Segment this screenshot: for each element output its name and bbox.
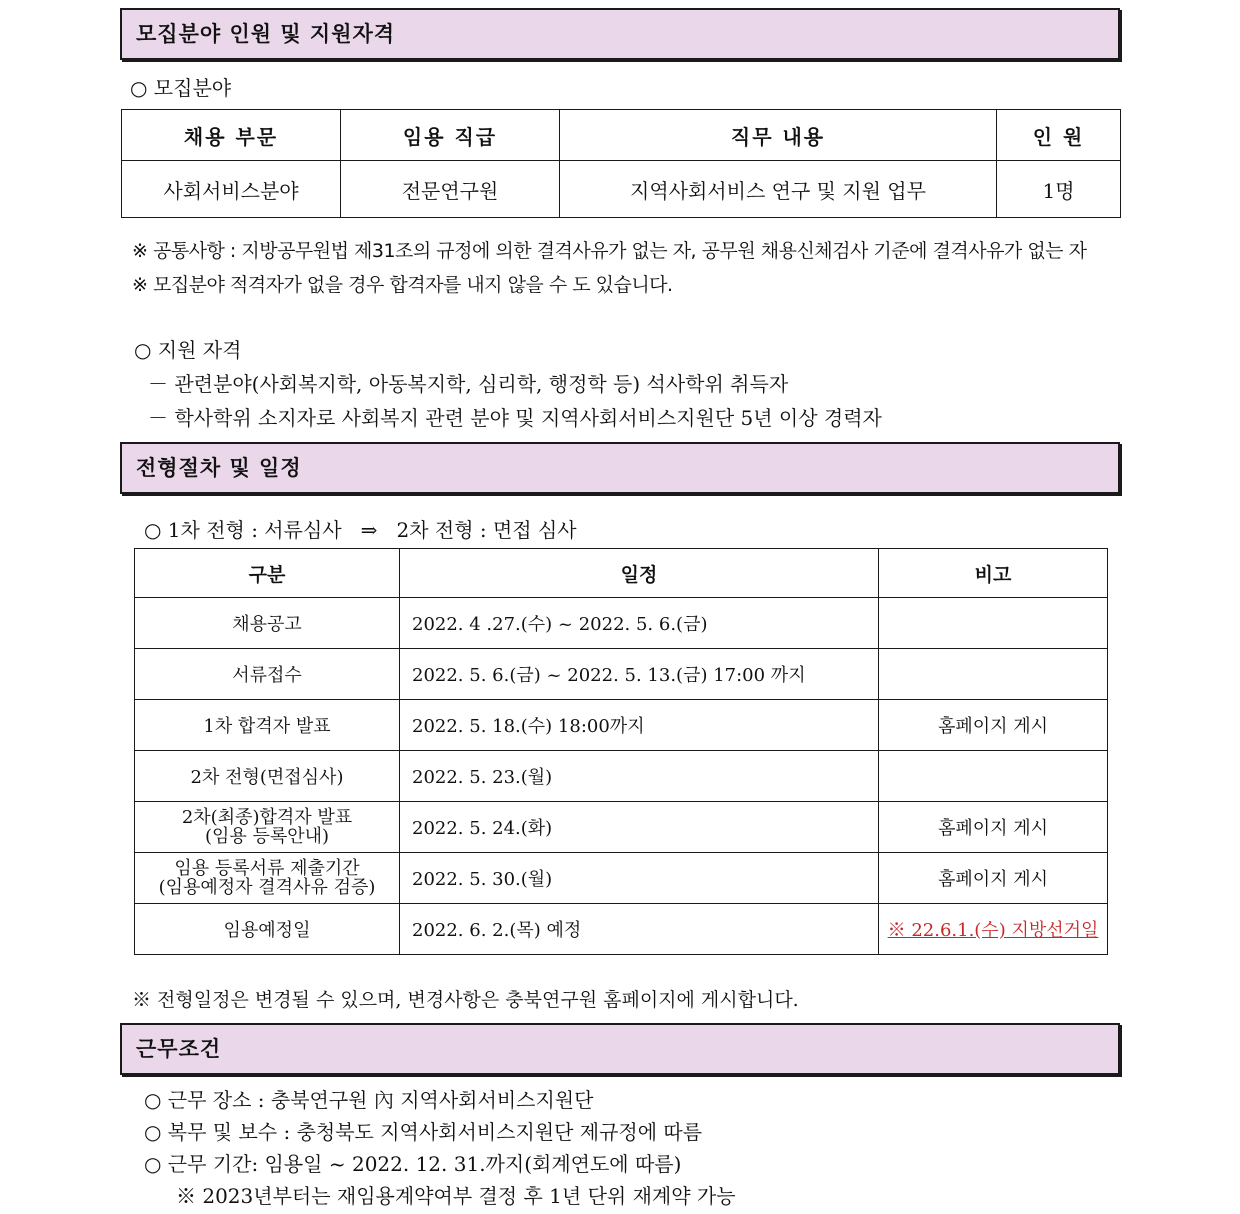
schedule-cell: 2022. 5. 24.(화) [400,802,879,853]
common-requirement-note: ※ 공통사항 : 지방공무원법 제31조의 규정에 의한 결격사유가 없는 자, 공무원 채용신체검사 기준에 결격사유가 없는 자 [132,240,1087,262]
section-title-recruitment: 모집분야 인원 및 지원자격 [120,8,1120,60]
table-row [135,802,1108,853]
stage-line: 임용 등록서류 제출기간 [174,858,360,879]
table-header-row [122,110,1121,161]
note-cell: 홈페이지 게시 [879,700,1108,751]
table-row [135,853,1108,904]
qualification-item: － 관련분야(사회복지학, 아동복지학, 심리학, 행정학 등) 석사학위 취득자 [148,372,789,396]
condition-item: ○ 근무 장소 : 충북연구원 內 지역사회서비스지원단 [144,1088,594,1112]
table-cell: 사회서비스분야 [122,161,341,218]
election-day-note: ※ 22.6.1.(수) 지방선거일 [887,920,1099,941]
table-row [135,700,1108,751]
stage-subline: (임용예정자 결격사유 검증) [158,877,376,898]
table-row [122,161,1121,218]
table-header-row [135,549,1108,598]
stage-cell: 임용예정일 [135,904,400,955]
qualification-heading: ○ 지원 자격 [134,338,242,362]
table-row [135,598,1108,649]
schedule-cell: 2022. 5. 6.(금) ~ 2022. 5. 13.(금) 17:00 까지 [400,649,879,700]
stage-line: 2차(최종)합격자 발표 [181,807,353,828]
stage-cell [135,802,400,853]
table-row [135,649,1108,700]
stage-cell: 채용공고 [135,598,400,649]
note-cell [879,649,1108,700]
table-row [135,904,1108,955]
table-cell: 지역사회서비스 연구 및 지원 업무 [560,161,997,218]
note-cell [879,904,1108,955]
condition-item: ○ 복무 및 보수 : 충청북도 지역사회서비스지원단 제규정에 따름 [144,1120,703,1144]
stage-cell: 서류접수 [135,649,400,700]
qualification-item: － 학사학위 소지자로 사회복지 관련 분야 및 지역사회서비스지원단 5년 이상 경력자 [148,406,882,430]
stage-cell: 1차 합격자 발표 [135,700,400,751]
stage-cell: 2차 전형(면접심사) [135,751,400,802]
schedule-cell: 2022. 5. 23.(월) [400,751,879,802]
field-heading: ○ 모집분야 [130,76,232,100]
schedule-cell: 2022. 5. 30.(월) [400,853,879,904]
renewal-note: ※ 2023년부터는 재임용계약여부 결정 후 1년 단위 재계약 가능 [176,1184,736,1208]
schedule-footnote: ※ 전형일정은 변경될 수 있으며, 변경사항은 충북연구원 홈페이지에 게시합니다. [132,989,799,1011]
condition-item: ○ 근무 기간: 임용일 ~ 2022. 12. 31.까지(회계연도에 따름) [144,1152,682,1176]
process-summary: ○ 1차 전형 : 서류심사 ⇒ 2차 전형 : 면접 심사 [144,518,577,542]
section-title-process: 전형절차 및 일정 [120,442,1120,494]
note-cell [879,751,1108,802]
table-header: 구분 [135,549,400,598]
table-header: 일정 [400,549,879,598]
table-header: 임용 직급 [341,110,560,161]
schedule-table [134,548,1108,955]
stage-subline: (임용 등록안내) [204,826,330,847]
table-header: 직무 내용 [560,110,997,161]
table-cell: 1명 [997,161,1121,218]
table-row [135,751,1108,802]
note-cell: 홈페이지 게시 [879,802,1108,853]
no-qualified-note: ※ 모집분야 적격자가 없을 경우 합격자를 내지 않을 수 도 있습니다. [132,274,673,296]
section-title-conditions: 근무조건 [120,1023,1120,1075]
recruitment-table [121,109,1121,218]
schedule-cell: 2022. 6. 2.(목) 예정 [400,904,879,955]
table-cell: 전문연구원 [341,161,560,218]
table-header: 인 원 [997,110,1121,161]
note-cell [879,598,1108,649]
note-cell: 홈페이지 게시 [879,853,1108,904]
table-header: 비고 [879,549,1108,598]
stage-cell [135,853,400,904]
table-header: 채용 부문 [122,110,341,161]
schedule-cell: 2022. 4 .27.(수) ~ 2022. 5. 6.(금) [400,598,879,649]
schedule-cell: 2022. 5. 18.(수) 18:00까지 [400,700,879,751]
